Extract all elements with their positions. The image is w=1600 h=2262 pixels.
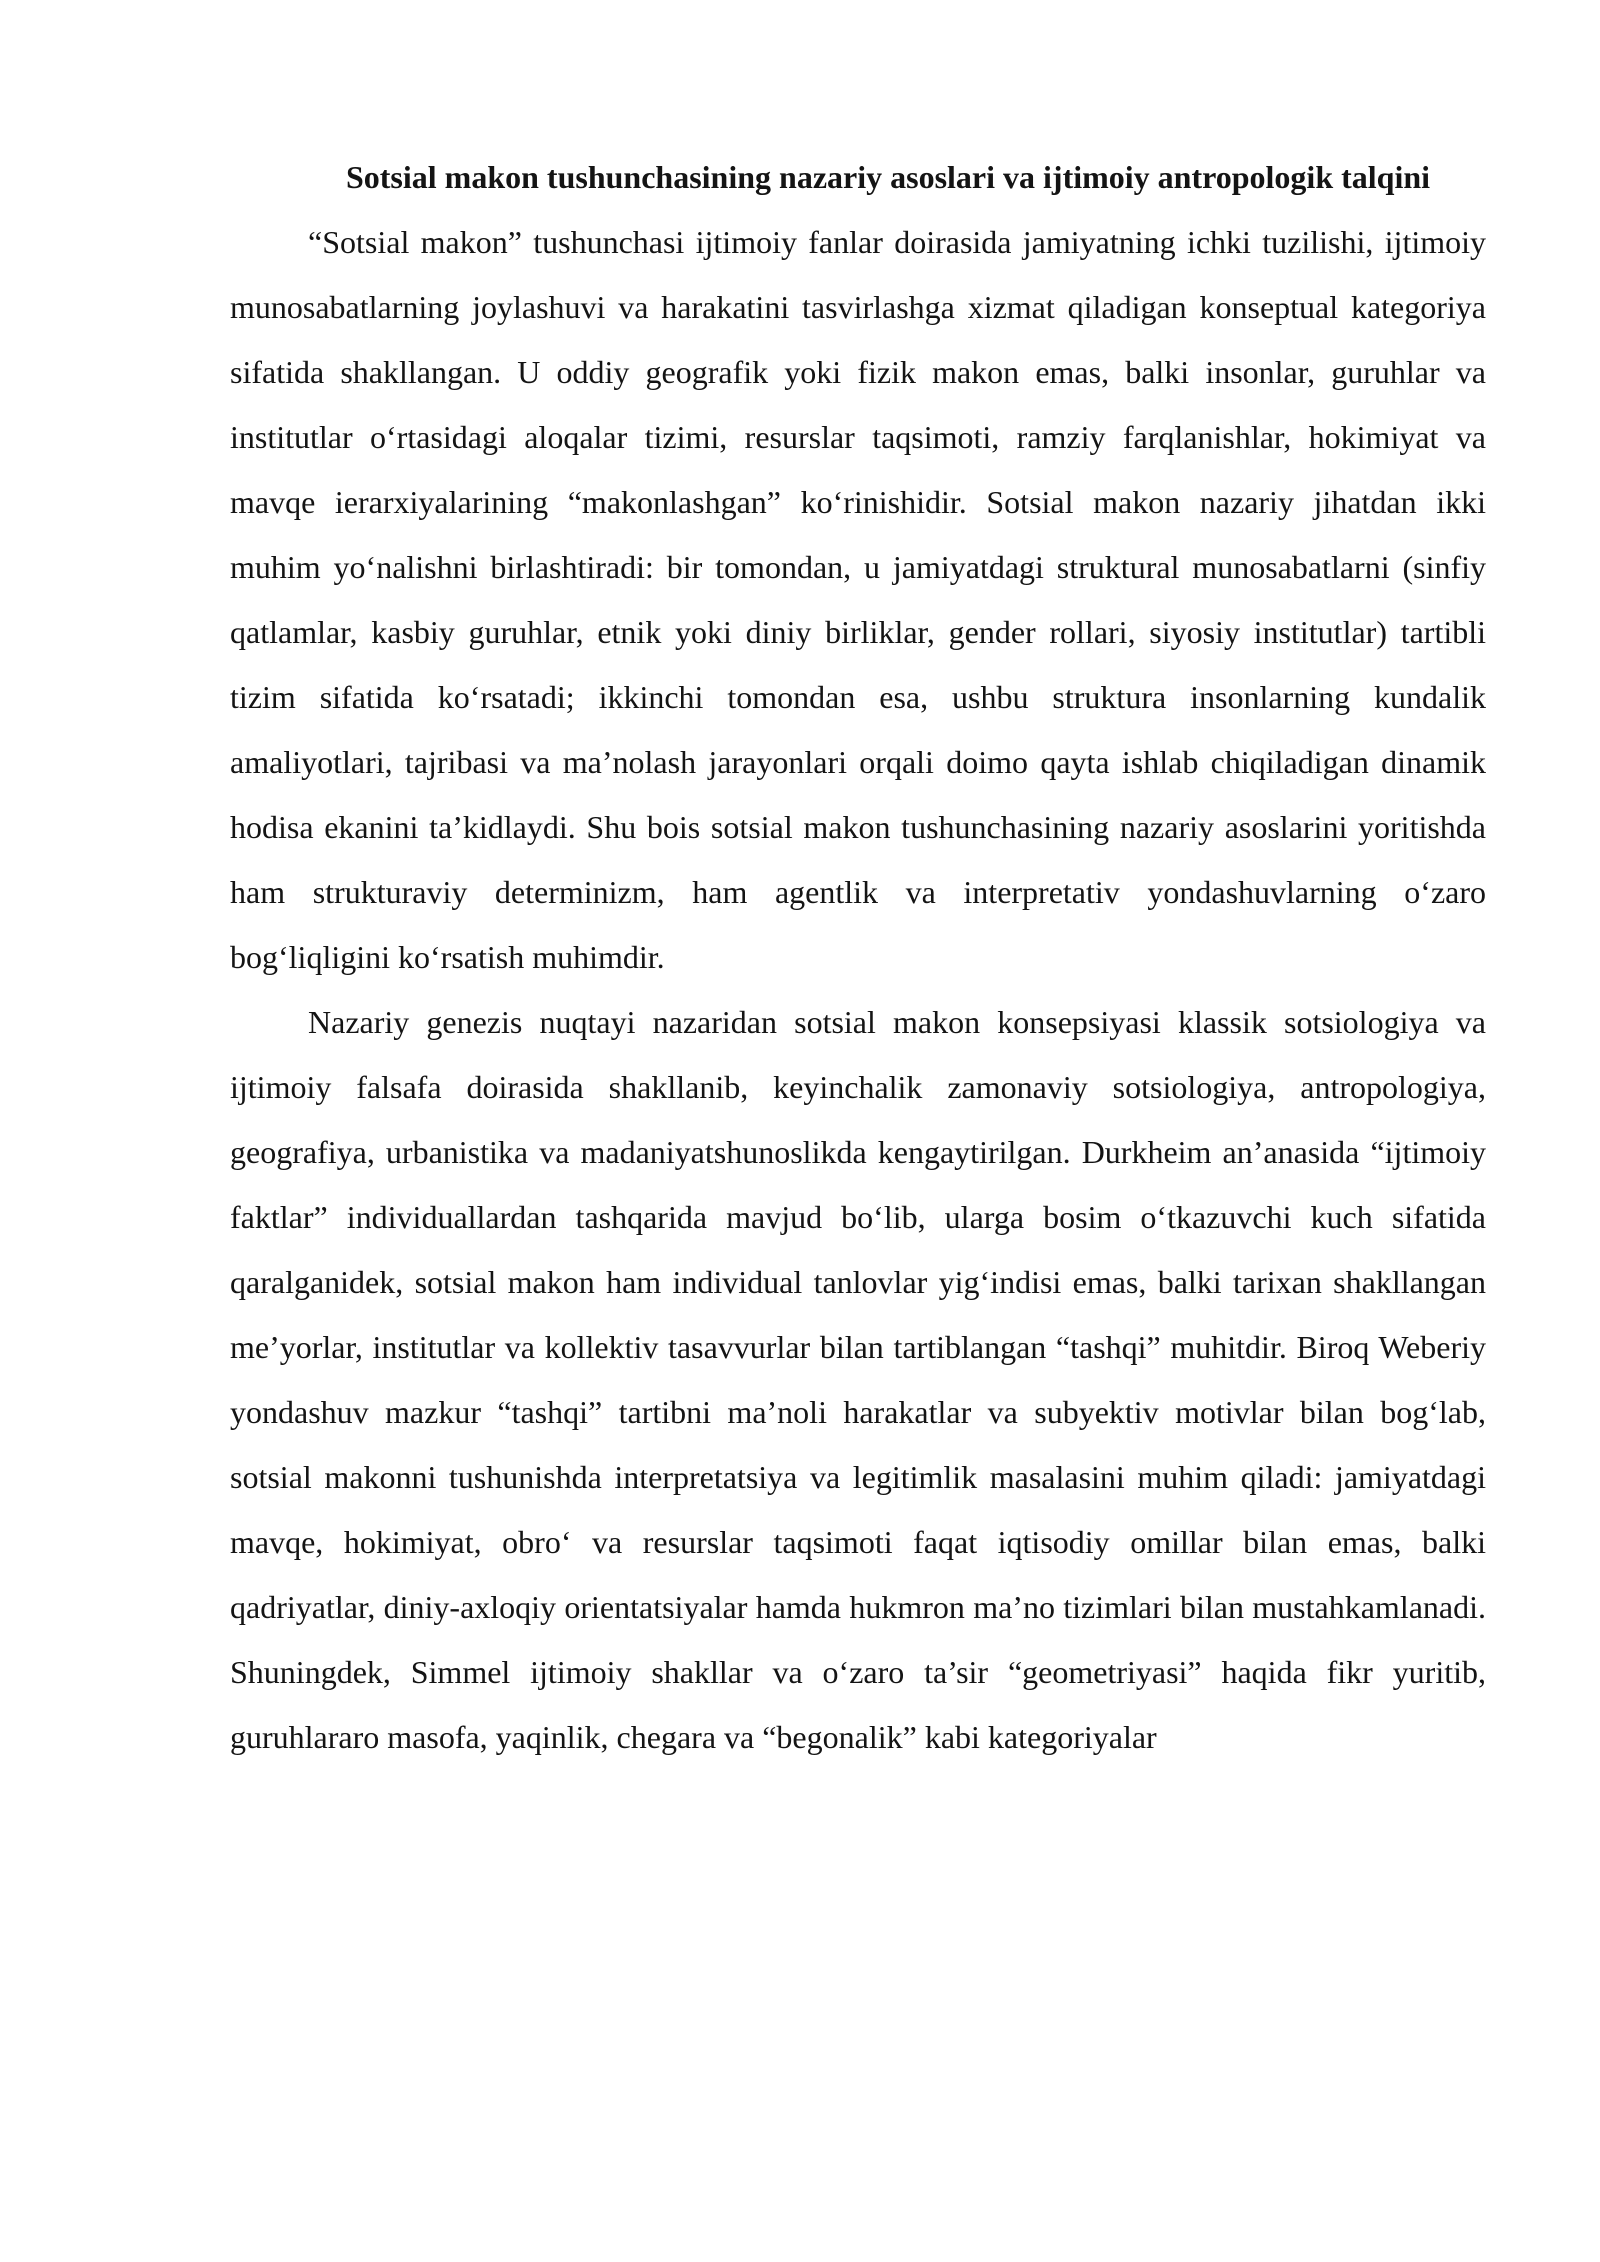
document-title: Sotsial makon tushunchasining nazariy asoslari va ijtimoiy antropologik talqini <box>345 159 1431 195</box>
paragraph-2: Nazariy genezis nuqtayi nazaridan sotsial makon konsepsiyasi klassik sotsiologiya va ijtimoiy falsafa doirasida shakllanib, keyinchalik zamonaviy sotsiologiya, antropologiya, geografiya, urbanistika va madaniyatshunoslikda kengaytirilgan. Durkheim an’anasida “ijtimoiy faktlar” individuallardan tashqarida mavjud bo‘lib, ularga bosim o‘tkazuvchi kuch sifatida qaralganidek, sotsial makon ham individual tanlovlar yig‘indisi emas, balki tarixan shakllangan me’yorlar, institutlar va kollektiv tasavvurlar bilan tartiblangan “tashqi” muhitdir. Biroq Weberiy yondashuv mazkur “tashqi” tartibni ma’noli harakatlar va subyektiv motivlar bilan bog‘lab, sotsial makonni tushunishda interpretatsiya va legitimlik masalasini muhim qiladi: jamiyatdagi mavqe, hokimiyat, obro‘ va resurslar taqsimoti faqat iqtisodiy omillar bilan emas, balki qadriyatlar, diniy-axloqiy orientatsiyalar hamda hukmron ma’no tizimlari bilan mustahkamlanadi. Shuningdek, Simmel ijtimoiy shakllar va o‘zaro ta’sir “geometriyasi” haqida fikr yuritib, guruhlararo masofa, yaqinlik, chegara va “begonalik” kabi kategoriyalar <box>230 1004 1486 1755</box>
paragraph-1: “Sotsial makon” tushunchasi ijtimoiy fanlar doirasida jamiyatning ichki tuzilishi, ijtimoiy munosabatlarning joylashuvi va harakatini tasvirlashga xizmat qiladigan konseptual kategoriya sifatida shakllangan. U oddiy geografik yoki fizik makon emas, balki insonlar, guruhlar va institutlar o‘rtasidagi aloqalar tizimi, resurslar taqsimoti, ramziy farqlanishlar, hokimiyat va mavqe ierarxiyalarining “makonlashgan” ko‘rinishidir. Sotsial makon nazariy jihatdan ikki muhim yo‘nalishni birlashtiradi: bir tomondan, u jamiyatdagi struktural munosabatlarni (sinfiy qatlamlar, kasbiy guruhlar, etnik yoki diniy birliklar, gender rollari, siyosiy institutlar) tartibli tizim sifatida ko‘rsatadi; ikkinchi tomondan esa, ushbu struktura insonlarning kundalik amaliyotlari, tajribasi va ma’nolash jarayonlari orqali doimo qayta ishlab chiqiladigan dinamik hodisa ekanini ta’kidlaydi. Shu bois sotsial makon tushunchasining nazariy asoslarini yoritishda ham strukturaviy determinizm, ham agentlik va interpretativ yondashuvlarning o‘zaro bog‘liqligini ko‘rsatish muhimdir. <box>230 224 1486 975</box>
document-page <box>230 145 1486 1770</box>
